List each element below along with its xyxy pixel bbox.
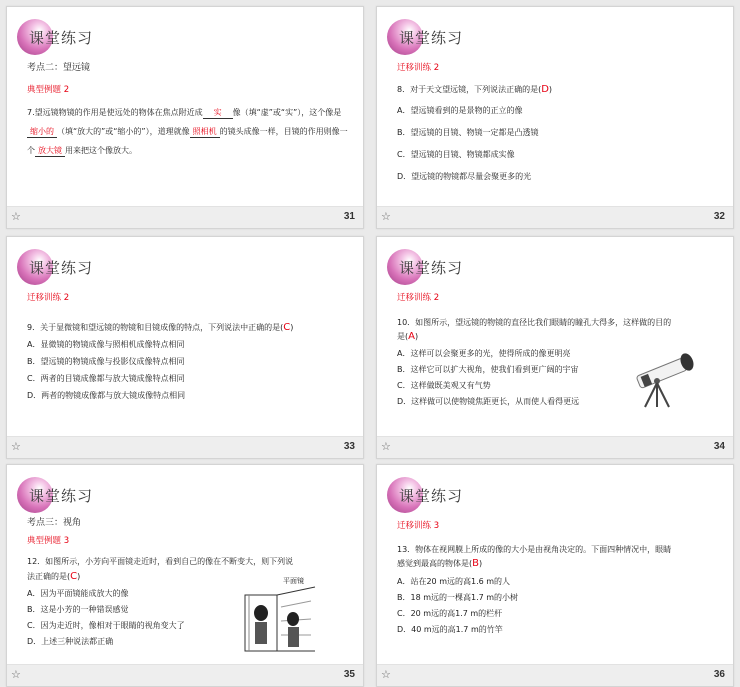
mirror-figure-image: [241, 577, 319, 653]
section-heading: 考点二：望远镜: [27, 63, 91, 73]
star-icon[interactable]: ☆: [11, 440, 21, 453]
question-text-line-1: 12．如图所示，小芳向平面镜走近时，看到自己的像在不断变大，则下列说: [27, 557, 294, 566]
option-a: A．望远镜看到的是景物的正立的像: [397, 106, 523, 115]
figure-label: 平面镜: [283, 577, 304, 585]
option-b: B．这是小芳的一种错误感觉: [27, 605, 129, 614]
question-text-line-1: 10．如图所示，望远镜的物镜的直径比我们眼睛的瞳孔大得多，这样做的目的: [397, 318, 672, 327]
slide-title: 课堂练习: [399, 29, 464, 47]
star-icon[interactable]: ☆: [381, 668, 391, 681]
slide-footer: [7, 436, 363, 458]
option-b: B．望远镜的目镜、物镜一定都是凸透镜: [397, 128, 539, 137]
slide-title: 课堂练习: [29, 487, 94, 505]
option-d: D．这样做可以使物镜焦距更长，从而使人看得更远: [397, 397, 580, 406]
option-d: D．两者的物镜成像都与放大镜成像特点相同: [27, 391, 186, 400]
slide-thumbnail-33[interactable]: [6, 236, 364, 459]
option-a: A．显微镜的物镜成像与照相机成像特点相同: [27, 340, 185, 349]
option-b: B．望远镜的物镜成像与投影仪成像特点相同: [27, 357, 185, 366]
slide-title: 课堂练习: [399, 487, 464, 505]
question-text: 7.望远镜物镜的作用是使远处的物体在焦点附近成 实 像（填“虚”或“实”），这个像是缩小的 （填“放大的”或“缩小的”），道理就像 照相机 的镜头成像一样，目镜的作用则像一个 放大镜 用来把这个像放大。: [27, 108, 348, 155]
slide-number: 31: [343, 211, 355, 222]
slide-footer: [377, 664, 733, 686]
slide-thumbnail-36[interactable]: [376, 464, 734, 687]
star-icon[interactable]: ☆: [11, 668, 21, 681]
option-c: C．望远镜的目镜、物镜都成实像: [397, 150, 515, 159]
answer-letter: A: [408, 331, 415, 342]
slide-thumbnail-32[interactable]: [376, 6, 734, 229]
option-d: D．40 m远的高1.7 m的竹竿: [397, 625, 503, 634]
slide-number: 32: [713, 211, 725, 222]
question-tag: 典型例题 3: [27, 536, 70, 546]
star-icon[interactable]: ☆: [381, 210, 391, 223]
option-a: A．站在20 m远的高1.6 m的人: [397, 577, 511, 586]
option-c: C．这样做既美观又有气势: [397, 381, 491, 390]
question-tag: 迁移训练 2: [27, 293, 70, 303]
answer-letter: D: [541, 84, 549, 95]
slide-footer: [7, 206, 363, 228]
telescope-image: [631, 347, 701, 409]
option-d: D．望远镜的物镜都尽量会聚更多的光: [397, 172, 532, 181]
question-text-line-2: 法正确的是(C): [27, 571, 81, 582]
answer-blank: 放大镜: [35, 145, 65, 157]
question-text: 8．对于天文望远镜，下列说法正确的是(D): [397, 84, 553, 95]
slide-footer: [7, 664, 363, 686]
option-c: C．两者的目镜成像都与放大镜成像特点相同: [27, 374, 185, 383]
slide-footer: [377, 206, 733, 228]
option-d: D．上述三种说法都正确: [27, 637, 114, 646]
option-a: A．这样可以会聚更多的光，使得所成的像更明亮: [397, 349, 571, 358]
slide-title: 课堂练习: [29, 29, 94, 47]
question-text-line-1: 13．物体在视网膜上所成的像的大小是由视角决定的。下面四种情况中，眼睛: [397, 545, 672, 554]
slide-number: 36: [713, 669, 725, 680]
answer-blank: 照相机: [190, 126, 220, 138]
question-tag: 迁移训练 2: [397, 63, 440, 73]
option-c: C．因为走近时，像相对于眼睛的视角变大了: [27, 621, 185, 630]
answer-blank: 缩小的: [27, 126, 57, 138]
question-text-line-2: 感觉到最高的物体是(B): [397, 558, 483, 569]
question-tag: 迁移训练 3: [397, 521, 440, 531]
slide-number: 35: [343, 669, 355, 680]
slide-thumbnail-35[interactable]: [6, 464, 364, 687]
question-tag: 迁移训练 2: [397, 293, 440, 303]
slide-title: 课堂练习: [399, 259, 464, 277]
slide-footer: [377, 436, 733, 458]
answer-letter: C: [70, 571, 78, 582]
answer-letter: C: [283, 322, 291, 333]
option-a: A．因为平面镜能成放大的像: [27, 589, 129, 598]
option-c: C．20 m远的高1.7 m的栏杆: [397, 609, 503, 618]
question-tag: 典型例题 2: [27, 85, 70, 95]
slide-number: 33: [343, 441, 355, 452]
section-heading: 考点三：视角: [27, 518, 82, 528]
star-icon[interactable]: ☆: [381, 440, 391, 453]
option-b: B．这样它可以扩大视角，使我们看到更广阔的宇宙: [397, 365, 579, 374]
answer-blank: 实: [203, 107, 233, 119]
slide-number: 34: [713, 441, 725, 452]
question-text-line-2: 是(A): [397, 331, 419, 342]
slide-title: 课堂练习: [29, 259, 94, 277]
slide-thumbnail-34[interactable]: [376, 236, 734, 459]
star-icon[interactable]: ☆: [11, 210, 21, 223]
slide-thumbnail-31[interactable]: [6, 6, 364, 229]
option-b: B．18 m远的一棵高1.7 m的小树: [397, 593, 519, 602]
answer-letter: B: [472, 558, 479, 569]
question-text: 9．关于显微镜和望远镜的物镜和目镜成像的特点，下列说法中正确的是(C): [27, 322, 294, 333]
